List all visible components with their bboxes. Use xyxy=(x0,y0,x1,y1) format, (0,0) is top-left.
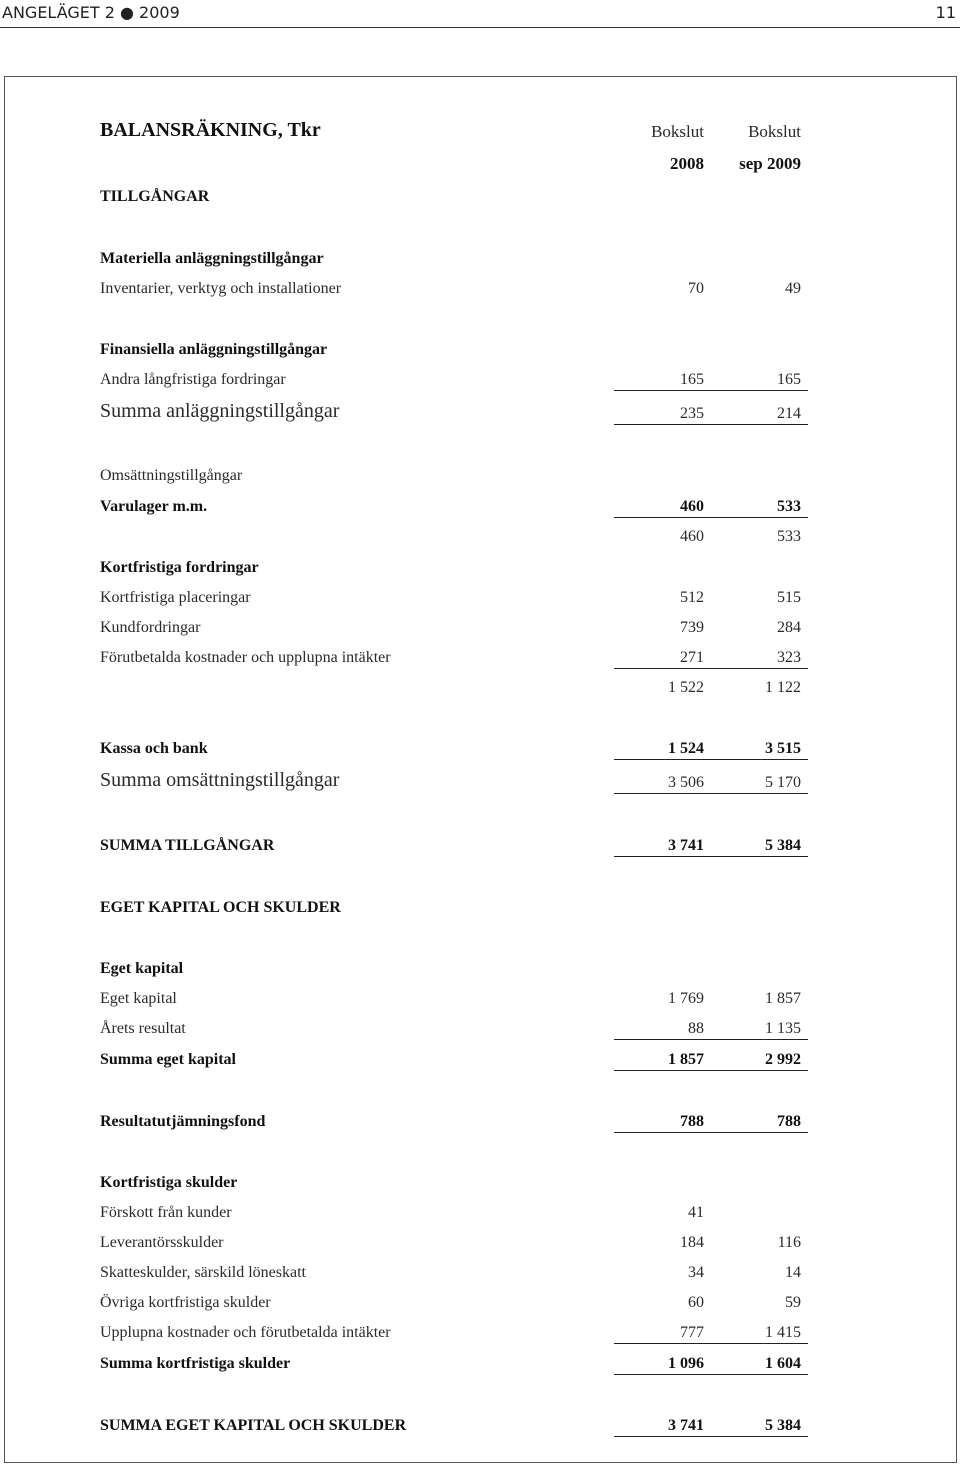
sum-underline xyxy=(614,759,808,760)
row-label: Summa anläggningstillgångar xyxy=(100,400,340,422)
statement-row xyxy=(0,276,960,300)
row-label: Summa kortfristiga skulder xyxy=(100,1355,291,1372)
value-2008: 739 xyxy=(680,619,704,636)
value-sep-2009: 214 xyxy=(777,405,801,422)
value-2008: 165 xyxy=(680,371,704,388)
value-sep-2009: 323 xyxy=(777,649,801,666)
statement-row xyxy=(0,986,960,1010)
row-label: Årets resultat xyxy=(100,1020,186,1037)
value-sep-2009: 5 170 xyxy=(765,774,801,791)
statement-row xyxy=(0,401,960,425)
statement-row xyxy=(0,895,960,919)
value-2008: 41 xyxy=(688,1204,704,1221)
value-sep-2009: 515 xyxy=(777,589,801,606)
statement-title-row xyxy=(0,120,960,144)
row-label: Eget kapital xyxy=(100,960,184,977)
row-label: Kassa och bank xyxy=(100,740,208,757)
statement-row xyxy=(0,555,960,579)
row-label: Materiella anläggningstillgångar xyxy=(100,250,324,267)
col-header-1-year: 2008 xyxy=(670,154,704,173)
row-label: TILLGÅNGAR xyxy=(100,188,210,205)
row-label: Kundfordringar xyxy=(100,619,201,636)
value-2008: 70 xyxy=(688,280,704,297)
value-2008: 460 xyxy=(680,498,704,515)
statement-row xyxy=(0,1260,960,1284)
col-header-2-year: sep 2009 xyxy=(739,154,801,173)
value-2008: 3 741 xyxy=(668,1417,704,1434)
value-sep-2009: 1 122 xyxy=(765,679,801,696)
page-header xyxy=(0,0,960,30)
row-label: Summa eget kapital xyxy=(100,1051,236,1068)
value-sep-2009: 14 xyxy=(785,1264,801,1281)
statement-row xyxy=(0,675,960,699)
value-2008: 788 xyxy=(680,1113,704,1130)
value-sep-2009: 533 xyxy=(777,498,801,515)
statement-row xyxy=(0,367,960,391)
sum-underline xyxy=(614,1374,808,1375)
col-header-1-top: Bokslut xyxy=(651,122,704,141)
row-label: Förskott från kunder xyxy=(100,1204,232,1221)
row-label: Finansiella anläggningstillgångar xyxy=(100,341,328,358)
col-header-row xyxy=(0,152,960,176)
sum-underline xyxy=(614,1343,808,1344)
value-2008: 1 096 xyxy=(668,1355,704,1372)
sum-underline xyxy=(614,668,808,669)
value-2008: 512 xyxy=(680,589,704,606)
row-label: Kortfristiga skulder xyxy=(100,1174,238,1191)
sum-underline xyxy=(614,1132,808,1133)
sum-underline xyxy=(614,424,808,425)
row-label: EGET KAPITAL OCH SKULDER xyxy=(100,899,341,916)
row-label: Inventarier, verktyg och installationer xyxy=(100,280,342,297)
value-2008: 777 xyxy=(680,1324,704,1341)
value-sep-2009: 1 135 xyxy=(765,1020,801,1037)
value-sep-2009: 788 xyxy=(777,1113,801,1130)
value-2008: 271 xyxy=(680,649,704,666)
value-sep-2009: 116 xyxy=(777,1234,801,1251)
row-label: SUMMA EGET KAPITAL OCH SKULDER xyxy=(100,1417,407,1434)
value-2008: 460 xyxy=(680,528,704,545)
statement-row xyxy=(0,1047,960,1071)
row-label: Kortfristiga fordringar xyxy=(100,559,259,576)
value-2008: 34 xyxy=(688,1264,704,1281)
row-label: SUMMA TILLGÅNGAR xyxy=(100,837,275,854)
sum-underline xyxy=(614,1070,808,1071)
col-header-2-top: Bokslut xyxy=(748,122,801,141)
row-label: Resultatutjämningsfond xyxy=(100,1113,266,1130)
sum-underline xyxy=(614,390,808,391)
value-sep-2009: 1 604 xyxy=(765,1355,801,1372)
value-sep-2009: 1 415 xyxy=(765,1324,801,1341)
row-label: Andra långfristiga fordringar xyxy=(100,371,286,388)
value-2008: 1 857 xyxy=(668,1051,704,1068)
statement-row xyxy=(0,1320,960,1344)
value-sep-2009: 2 992 xyxy=(765,1051,801,1068)
statement-row xyxy=(0,645,960,669)
value-2008: 88 xyxy=(688,1020,704,1037)
header-rule xyxy=(0,27,960,28)
value-2008: 235 xyxy=(680,405,704,422)
value-2008: 3 741 xyxy=(668,837,704,854)
statement-row xyxy=(0,1200,960,1224)
statement-row xyxy=(0,246,960,270)
row-label: Varulager m.m. xyxy=(100,498,208,515)
value-2008: 1 522 xyxy=(668,679,704,696)
value-sep-2009: 49 xyxy=(785,280,801,297)
row-label: Omsättningstillgångar xyxy=(100,467,243,484)
value-sep-2009: 284 xyxy=(777,619,801,636)
value-sep-2009: 165 xyxy=(777,371,801,388)
sum-underline xyxy=(614,1436,808,1437)
row-label: Kortfristiga placeringar xyxy=(100,589,251,606)
publication-title: ANGELÄGET 2 ● 2009 xyxy=(2,3,180,22)
statement-row xyxy=(0,524,960,548)
statement-row xyxy=(0,736,960,760)
row-label: Upplupna kostnader och förutbetalda intäkter xyxy=(100,1324,391,1341)
statement-row xyxy=(0,1016,960,1040)
statement-row xyxy=(0,1109,960,1133)
row-label: Övriga kortfristiga skulder xyxy=(100,1294,271,1311)
statement-row xyxy=(0,1290,960,1314)
value-sep-2009: 1 857 xyxy=(765,990,801,1007)
statement-row xyxy=(0,615,960,639)
statement-row xyxy=(0,494,960,518)
statement-row xyxy=(0,337,960,361)
value-2008: 3 506 xyxy=(668,774,704,791)
sum-underline xyxy=(614,856,808,857)
statement-row xyxy=(0,1170,960,1194)
row-label: Skatteskulder, särskild löneskatt xyxy=(100,1264,306,1281)
value-sep-2009: 533 xyxy=(777,528,801,545)
value-2008: 60 xyxy=(688,1294,704,1311)
row-label: Förutbetalda kostnader och upplupna intäkter xyxy=(100,649,391,666)
row-label: Summa omsättningstillgångar xyxy=(100,769,340,791)
statement-row xyxy=(0,184,960,208)
statement-title: BALANSRÄKNING, Tkr xyxy=(100,119,321,141)
statement-row xyxy=(0,585,960,609)
value-sep-2009: 5 384 xyxy=(765,837,801,854)
page-number: 11 xyxy=(935,3,956,22)
statement-row xyxy=(0,1413,960,1437)
row-label: Eget kapital xyxy=(100,990,177,1007)
value-2008: 1 524 xyxy=(668,740,704,757)
statement-row xyxy=(0,1230,960,1254)
statement-row xyxy=(0,956,960,980)
sum-underline xyxy=(614,793,808,794)
statement-row xyxy=(0,463,960,487)
value-sep-2009: 59 xyxy=(785,1294,801,1311)
statement-row xyxy=(0,770,960,794)
sum-underline xyxy=(614,1039,808,1040)
value-2008: 1 769 xyxy=(668,990,704,1007)
statement-row xyxy=(0,833,960,857)
sum-underline xyxy=(614,517,808,518)
row-label: Leverantörsskulder xyxy=(100,1234,224,1251)
value-sep-2009: 5 384 xyxy=(765,1417,801,1434)
value-2008: 184 xyxy=(680,1234,704,1251)
statement-row xyxy=(0,1351,960,1375)
value-sep-2009: 3 515 xyxy=(765,740,801,757)
